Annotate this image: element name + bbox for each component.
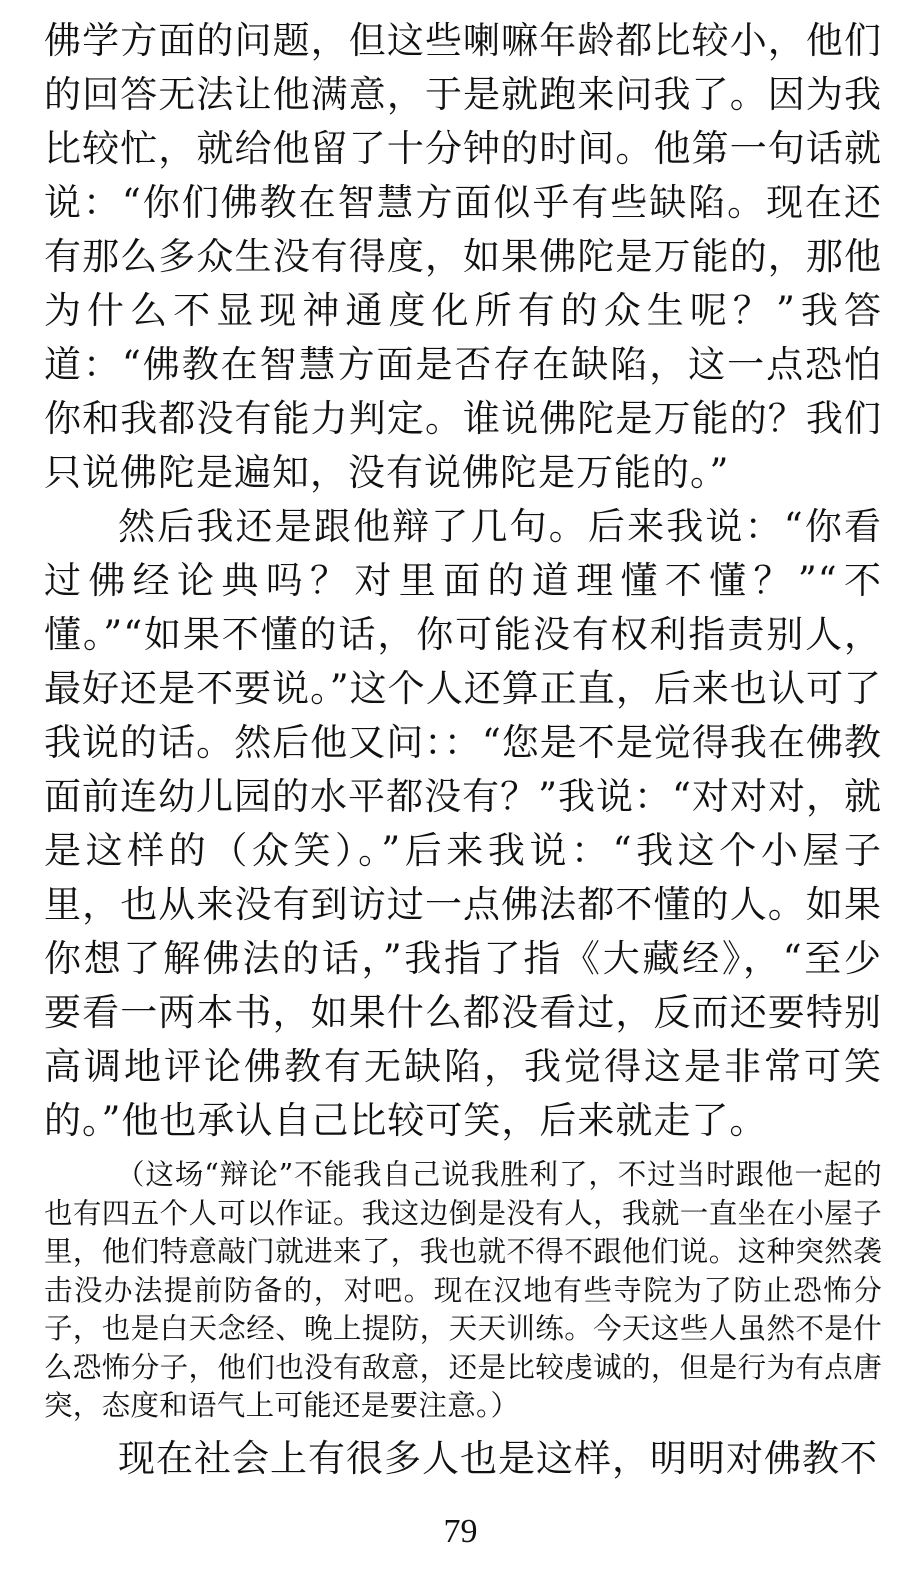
paragraph-continued: 佛学方面的问题，但这些喇嘛年龄都比较小，他们的回答无法让他满意，于是就跑来问我了。因为我比较忙，就给他留了十分钟的时间。他第一句话就说：“你们佛教在智慧方面似乎有些缺陷。现在还有那么多众生没有得度，如果佛陀是万能的，那他为什么不显现神通度化所有的众生呢？”我答道：“佛教在智慧方面是否存在缺陷，这一点恐怕你和我都没有能力判定。谁说佛陀是万能的？我们只说佛陀是遍知，没有说佛陀是万能的。” [44, 19, 882, 494]
page-content [44, 14, 882, 1514]
parenthetical-note: （这场“辩论”不能我自己说我胜利了，不过当时跟他一起的也有四五个人可以作证。我这边倒是没有人，我就一直坐在小屋子里，他们特意敲门就进来了，我也就不得不跟他们说。这种突然袭击没办法提前防备的，对吧。现在汉地有些寺院为了防止恐怖分子，也是白天念经、晚上提防，天天训练。今天这些人虽然不是什么恐怖分子，他们也没有敌意，还是比较虔诚的，但是行为有点唐突，态度和语气上可能还是要注意。） [44, 1158, 882, 1422]
page-number: 79 [443, 1513, 478, 1550]
paragraph-next: 现在社会上有很多人也是这样，明明对佛教不 [118, 1436, 878, 1480]
paragraph-debate: 然后我还是跟他辩了几句。后来我说：“你看过佛经论典吗？对里面的道理懂不懂？”“不懂。”“如果不懂的话，你可能没有权利指责别人，最好还是不要说。”这个人还算正直，后来也认可了我说的话。然后他又问：：“您是不是觉得我在佛教面前连幼儿园的水平都没有？”我说：“对对对，就是这样的（众笑）。”后来我说：“我这个小屋子里，也从来没有到访过一点佛法都不懂的人。如果你想了解佛法的话，”我指了指《大藏经》，“至少要看一两本书，如果什么都没看过，反而还要特别高调地评论佛教有无缺陷，我觉得这是非常可笑的。”他也承认自己比较可笑，后来就走了。 [44, 505, 882, 1142]
